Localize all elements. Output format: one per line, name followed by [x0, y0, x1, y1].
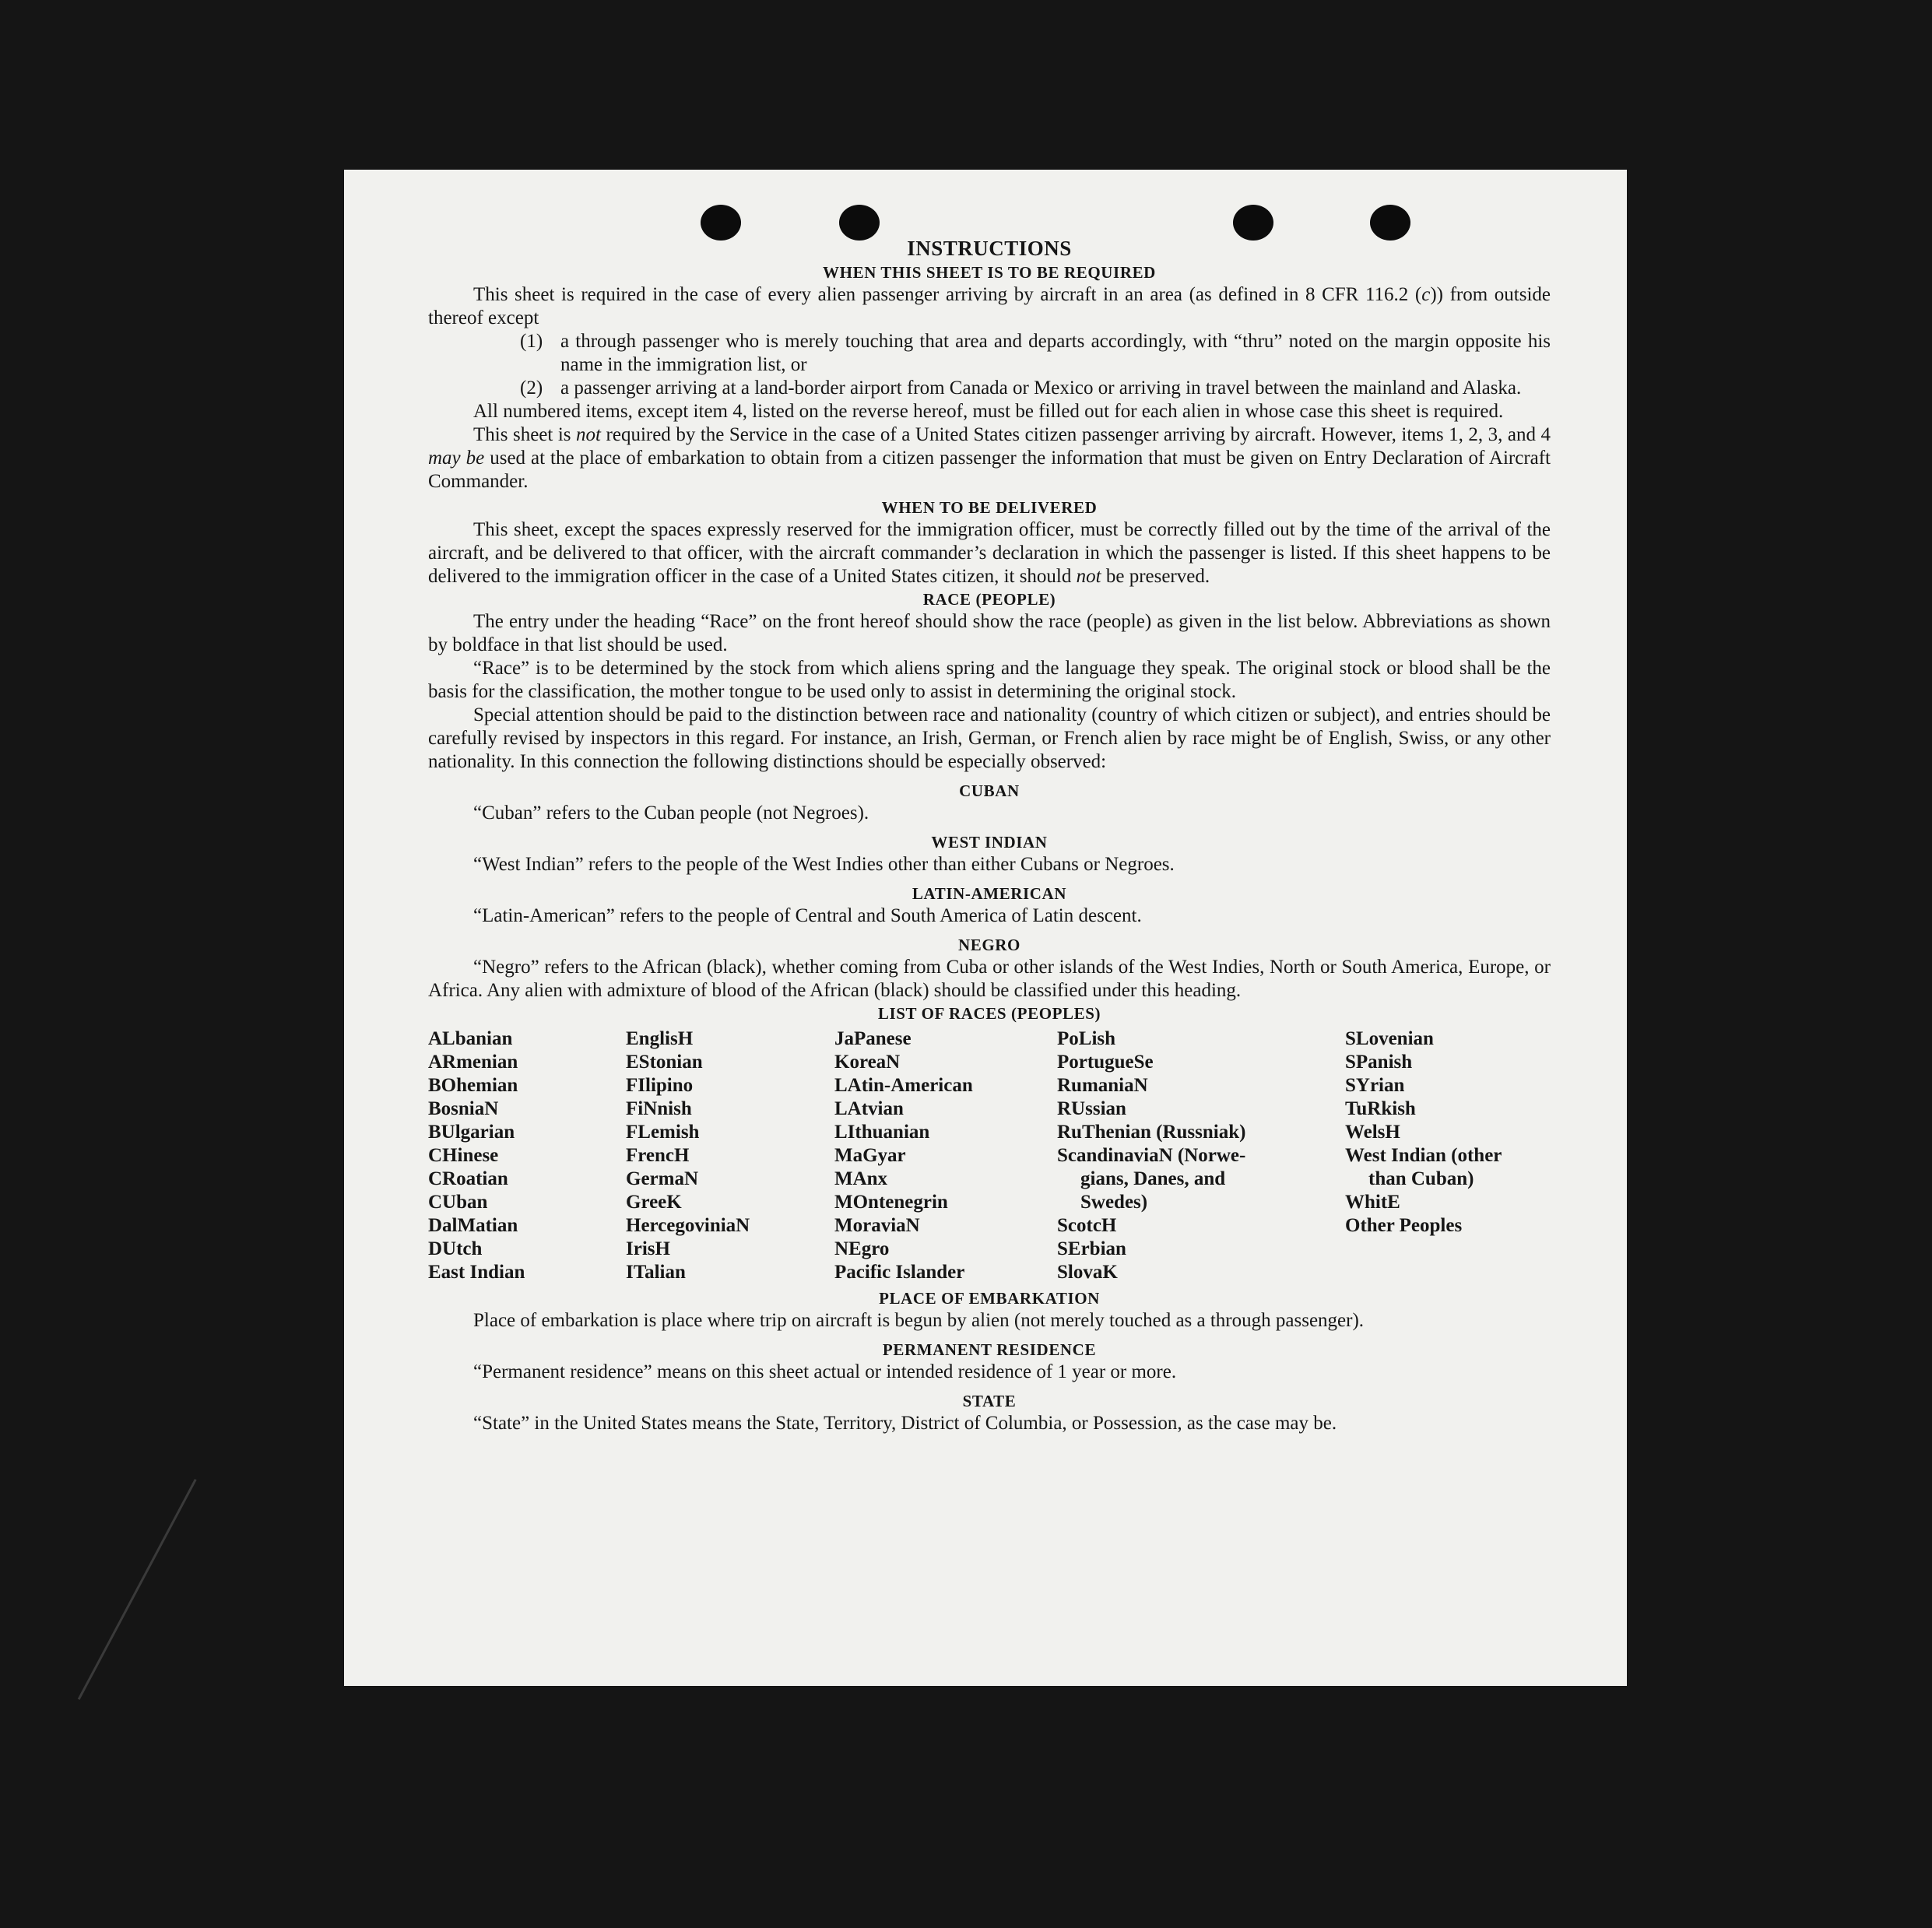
race-item: BosniaN [428, 1098, 499, 1119]
race-item: WelsH [1345, 1122, 1400, 1143]
race-item: MoraviaN [834, 1215, 920, 1236]
race-item: RumaniaN [1057, 1075, 1148, 1096]
race-item: gians, Danes, and [1080, 1168, 1226, 1189]
paragraph-embarkation: Place of embarkation is place where trip on aircraft is begun by alien (not merely touched as a through passenger). [473, 1310, 1365, 1331]
race-item: MOntenegrin [834, 1192, 948, 1213]
race-item: LAtvian [834, 1098, 904, 1119]
race-item: SlovaK [1057, 1262, 1118, 1283]
paragraph-negro: “Negro” refers to the African (black), whether coming from Cuba or other islands of the West Indies, North or South America, Europe, or Africa. Any alien with admixture of blood of the African (black) should be classified under this heading. [428, 957, 1551, 1001]
race-item: CUban [428, 1192, 488, 1213]
race-column-1 [428, 1027, 525, 1284]
race-item: ITalian [626, 1262, 686, 1283]
race-item: GermaN [626, 1168, 699, 1189]
paragraph-citizen: This sheet is not required by the Service in the case of a United States citizen passenger arriving by aircraft. However, items 1, 2, 3, and 4 may be used at the place of embarkation to obtain from a citizen passenger the information that must be given on Entry Declaration of Aircraft Commander. [428, 424, 1551, 492]
heading-when-required: WHEN THIS SHEET IS TO BE REQUIRED [823, 263, 1156, 282]
heading-cuban: CUBAN [959, 781, 1020, 800]
paragraph-residence: “Permanent residence” means on this sheet actual or intended residence of 1 year or more. [473, 1361, 1177, 1382]
paragraph-cuban: “Cuban” refers to the Cuban people (not Negroes). [473, 802, 869, 824]
race-item: EnglisH [626, 1028, 694, 1049]
page-title: INSTRUCTIONS [907, 237, 1072, 260]
race-item: HercegoviniaN [626, 1215, 750, 1236]
heading-state: STATE [962, 1392, 1017, 1410]
paragraph-race-2: “Race” is to be determined by the stock from which aliens spring and the language they speak. The original stock or blood shall be the basis for the classification, the mother tongue to be used only to assist in determining the original stock. [428, 658, 1551, 702]
race-item: SYrian [1345, 1075, 1405, 1096]
race-item: IrisH [626, 1238, 670, 1259]
paragraph-required: This sheet is required in the case of every alien passenger arriving by aircraft in an area (as defined in 8 CFR 116.2 (c)) from outside thereof except [428, 284, 1551, 328]
race-item: PoLish [1057, 1028, 1116, 1049]
race-item: FIlipino [626, 1075, 694, 1096]
race-column-3 [834, 1027, 973, 1284]
paragraph-delivered: This sheet, except the spaces expressly reserved for the immigration officer, must be correctly filled out by the time of the arrival of the aircraft, and be delivered to that officer, with the aircraft commander’s declaration in which the passenger is listed. If this sheet happens to be delivered to the immigration officer in the case of a United States citizen, it should not be preserved. [428, 519, 1551, 587]
race-item: LAtin-American [834, 1075, 973, 1096]
race-item: FiNnish [626, 1098, 692, 1119]
paragraph-numbered-items: All numbered items, except item 4, listed on the reverse hereof, must be filled out for each alien in whose case this sheet is required. [473, 401, 1504, 422]
paragraph-race-1: The entry under the heading “Race” on the front hereof should show the race (people) as given in the list below. Abbreviations as shown by boldface in that list should be used. [428, 611, 1551, 655]
paragraph-race-3: Special attention should be paid to the distinction between race and nationality (country of which citizen or subject), and entries should be carefully revised by inspectors in this regard. For instance, an Irish, German, or French alien by race might be of English, Swiss, or any other nationality. In this connection the following distinctions should be especially observed: [428, 704, 1551, 772]
race-item: SPanish [1345, 1052, 1413, 1073]
heading-latin-american: LATIN-AMERICAN [912, 884, 1067, 903]
race-item: DalMatian [428, 1215, 518, 1236]
race-item: DUtch [428, 1238, 483, 1259]
heading-residence: PERMANENT RESIDENCE [882, 1340, 1097, 1359]
race-item: NEgro [834, 1238, 890, 1259]
exception-item-2: (2) a passenger arriving at a land-border airport from Canada or Mexico or arriving in travel between the mainland and Alaska. [520, 378, 1522, 399]
paragraph-state: “State” in the United States means the State, Territory, District of Columbia, or Possession, as the case may be. [473, 1413, 1337, 1434]
race-item: MaGyar [834, 1145, 906, 1166]
race-item: MAnx [834, 1168, 888, 1189]
race-item: West Indian (other [1345, 1145, 1502, 1166]
paragraph-latin-american: “Latin-American” refers to the people of Central and South America of Latin descent. [473, 905, 1142, 926]
heading-list-of-races: LIST OF RACES (PEOPLES) [877, 1004, 1101, 1023]
race-item: RuThenian (Russniak) [1057, 1122, 1246, 1143]
race-item: FLemish [626, 1122, 700, 1143]
race-item: than Cuban) [1368, 1168, 1474, 1189]
race-item: RUssian [1057, 1098, 1126, 1119]
race-item: ScotcH [1057, 1215, 1117, 1236]
heading-when-delivered: WHEN TO BE DELIVERED [881, 498, 1098, 517]
race-item: FrencH [626, 1145, 690, 1166]
race-item: BOhemian [428, 1075, 518, 1096]
exception-item-1: (1) a through passenger who is merely touching that area and departs accordingly, with “thru” noted on the margin opposite his name in the immigration list, or [520, 331, 1551, 375]
race-item: BUlgarian [428, 1122, 515, 1143]
race-item: SErbian [1057, 1238, 1126, 1259]
heading-embarkation: PLACE OF EMBARKATION [879, 1289, 1100, 1308]
race-column-4 [1057, 1027, 1245, 1284]
race-column-5 [1345, 1027, 1502, 1238]
race-item: ARmenian [428, 1052, 518, 1073]
document-page [344, 170, 1627, 1686]
race-item: LIthuanian [834, 1122, 930, 1143]
race-item: Pacific Islander [834, 1262, 965, 1283]
race-item: EStonian [626, 1052, 703, 1073]
race-list [428, 1027, 1551, 1284]
race-item: JaPanese [834, 1028, 912, 1049]
heading-west-indian: WEST INDIAN [931, 833, 1048, 852]
race-item: GreeK [626, 1192, 682, 1213]
race-item: WhitE [1345, 1192, 1400, 1213]
race-item: KoreaN [834, 1052, 901, 1073]
instructions-content [428, 235, 1551, 1435]
race-item: PortugueSe [1057, 1052, 1154, 1073]
race-item: SLovenian [1345, 1028, 1434, 1049]
paragraph-west-indian: “West Indian” refers to the people of the West Indies other than either Cubans or Negroes. [473, 854, 1175, 875]
race-item: CRoatian [428, 1168, 508, 1189]
race-item: Swedes) [1080, 1192, 1148, 1213]
heading-race: RACE (PEOPLE) [922, 590, 1056, 609]
race-column-2 [626, 1027, 750, 1284]
race-item: ScandinaviaN (Norwe- [1057, 1145, 1246, 1166]
race-item: Other Peoples [1345, 1215, 1463, 1236]
race-item: CHinese [428, 1145, 499, 1166]
race-item: ALbanian [428, 1028, 513, 1049]
race-item: East Indian [428, 1262, 525, 1283]
race-item: TuRkish [1345, 1098, 1416, 1119]
heading-negro: NEGRO [957, 936, 1020, 954]
